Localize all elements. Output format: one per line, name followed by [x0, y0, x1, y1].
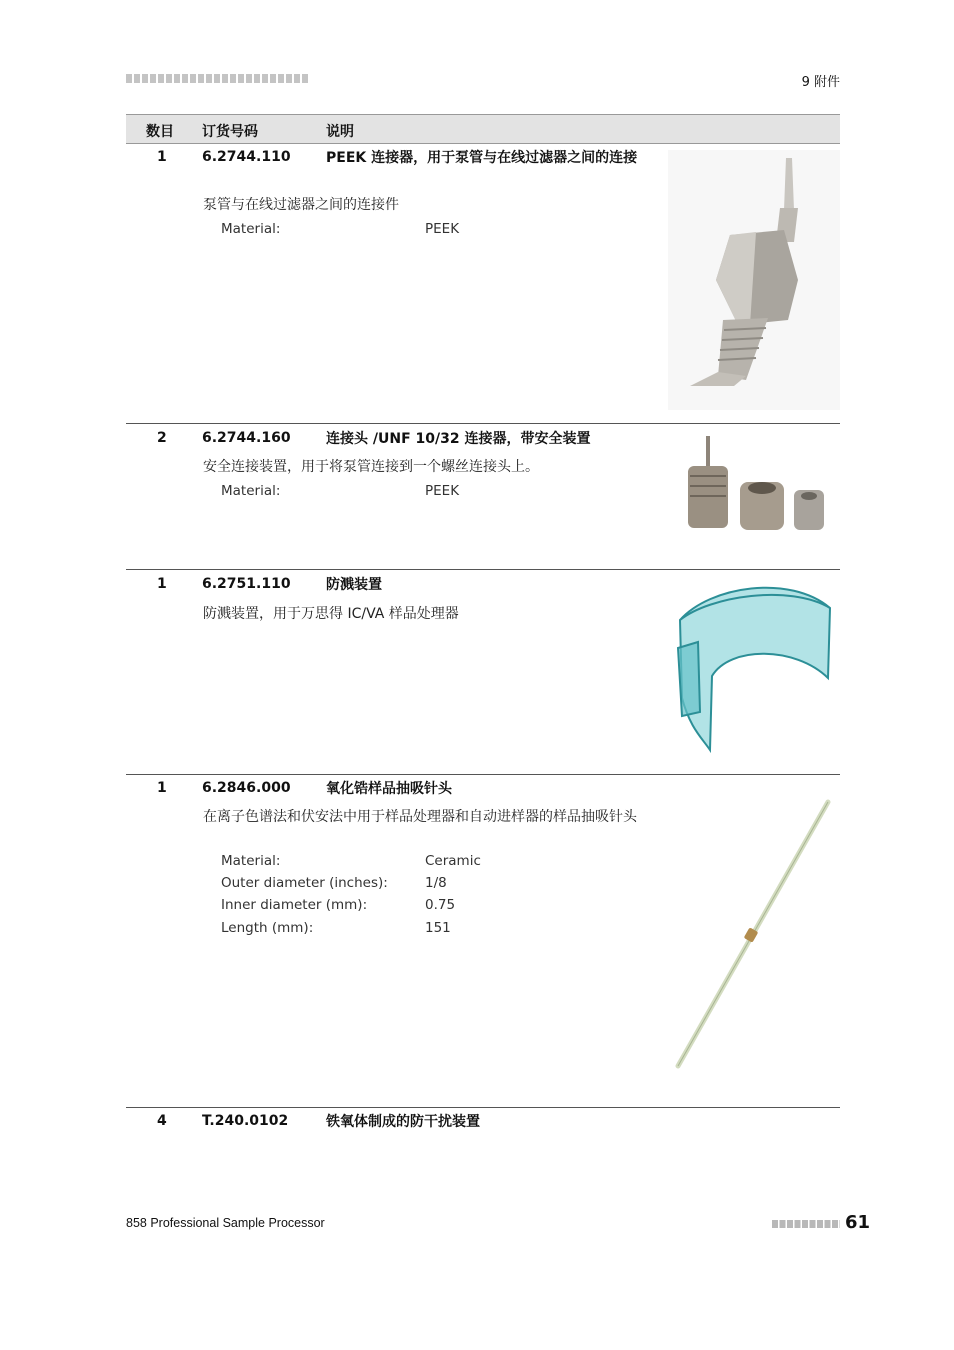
- row-qty: 1: [157, 149, 167, 165]
- row-order-number: 6.2751.110: [202, 576, 291, 592]
- col-header-desc: 说明: [326, 124, 354, 140]
- row-divider: [126, 1107, 840, 1108]
- spec-key: Material:: [221, 483, 281, 499]
- spec-value: 151: [425, 920, 451, 936]
- spec-value: PEEK: [425, 221, 460, 237]
- footer-dots-decoration: [772, 1220, 840, 1228]
- row-order-number: 6.2846.000: [202, 780, 291, 796]
- row-description: 防溅装置，用于万思得 IC/VA 样品处理器: [203, 606, 459, 622]
- row-qty: 1: [157, 576, 167, 592]
- col-header-qty: 数目: [146, 124, 174, 140]
- row-qty: 2: [157, 430, 167, 446]
- spec-key: Inner diameter (mm):: [221, 897, 368, 913]
- row-title: 连接头 /UNF 10/32 连接器，带安全装置: [326, 431, 591, 447]
- row-title: 防溅装置: [326, 577, 382, 593]
- page-number: 61: [845, 1212, 871, 1233]
- splash-guard-icon: [670, 578, 840, 758]
- col-header-order: 订货号码: [202, 124, 258, 140]
- aspiration-needle-icon: [670, 796, 840, 1072]
- row-qty: 1: [157, 780, 167, 796]
- spec-value: PEEK: [425, 483, 460, 499]
- spec-key: Length (mm):: [221, 920, 314, 936]
- spec-value: 1/8: [425, 875, 447, 891]
- spec-value: Ceramic: [425, 853, 481, 869]
- row-title: PEEK 连接器，用于泵管与在线过滤器之间的连接: [326, 150, 638, 166]
- row-divider: [126, 774, 840, 775]
- header-dots-decoration: [126, 74, 308, 83]
- row-title: 氧化锆样品抽吸针头: [326, 781, 452, 797]
- row-divider: [126, 569, 840, 570]
- row-divider: [126, 423, 840, 424]
- row-order-number: T.240.0102: [202, 1113, 289, 1129]
- spec-key: Material:: [221, 221, 281, 237]
- table-header: [126, 114, 840, 144]
- spec-value: 0.75: [425, 897, 456, 913]
- spec-key: Outer diameter (inches):: [221, 875, 388, 891]
- row-order-number: 6.2744.110: [202, 149, 291, 165]
- connector-set-icon: [680, 432, 840, 536]
- row-description: 泵管与在线过滤器之间的连接件: [203, 197, 399, 213]
- row-order-number: 6.2744.160: [202, 430, 291, 446]
- header-section-title: 9 附件: [801, 75, 840, 90]
- row-description: 在离子色谱法和伏安法中用于样品处理器和自动进样器的样品抽吸针头: [203, 809, 637, 825]
- row-description: 安全连接装置，用于将泵管连接到一个螺丝连接头上。: [203, 459, 539, 475]
- spec-key: Material:: [221, 853, 281, 869]
- peek-connector-icon: [668, 150, 840, 410]
- row-title: 铁氧体制成的防干扰装置: [326, 1114, 480, 1130]
- footer-product-name: 858 Professional Sample Processor: [126, 1216, 325, 1230]
- row-qty: 4: [157, 1113, 167, 1129]
